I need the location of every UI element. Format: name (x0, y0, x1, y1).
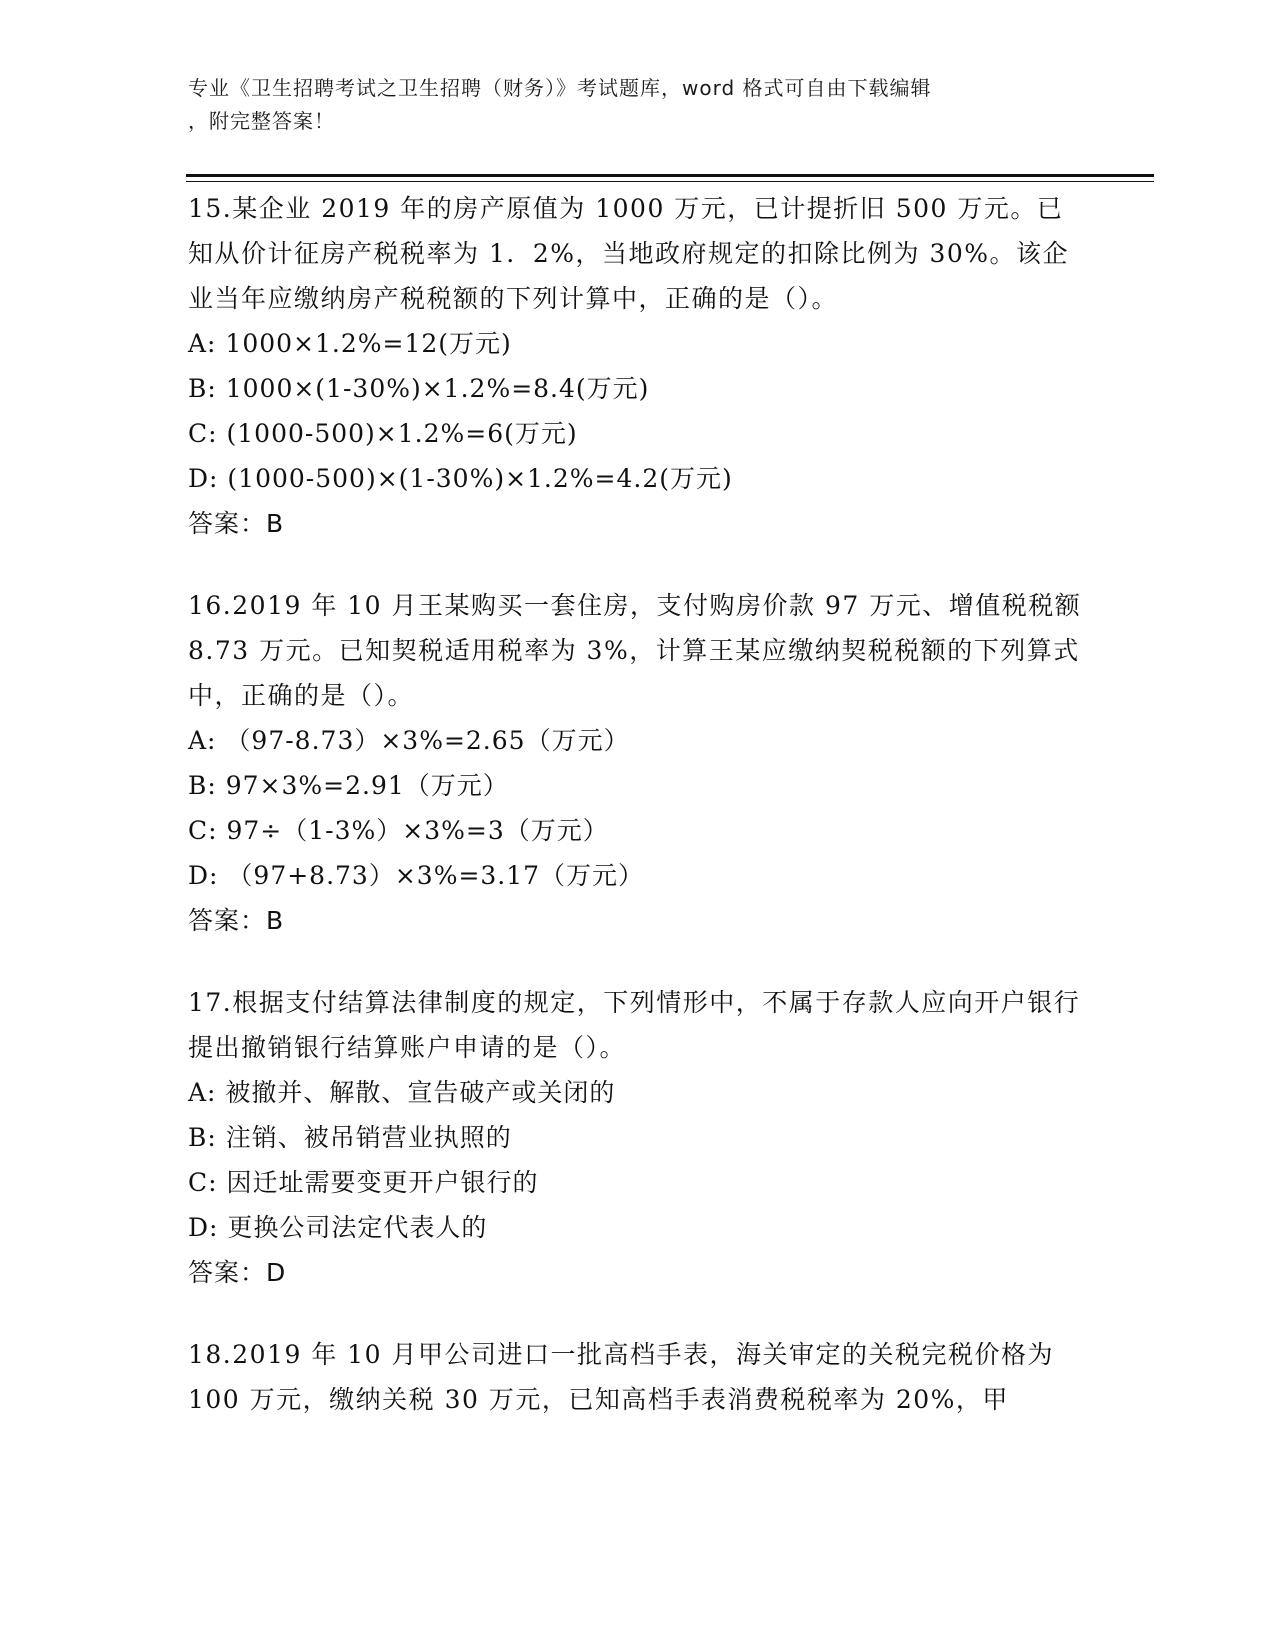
header-divider-thick (186, 174, 1154, 177)
question-17 (188, 980, 1088, 1295)
option-c: C: 97÷（1-3%）×3%=3（万元） (188, 816, 609, 845)
answer: 答案：D (188, 1258, 287, 1287)
option-a: A: （97-8.73）×3%=2.65（万元） (188, 726, 630, 755)
option-d: D: （97+8.73）×3%=3.17（万元） (188, 861, 645, 890)
question-text: 15.某企业 2019 年的房产原值为 1000 万元，已计提折旧 500 万元。已知从价计征房产税税率为 1．2%，当地政府规定的扣除比例为 30%。该企业当年应缴纳房产税税额的下列计算中，正确的是（）。 (188, 194, 1070, 313)
option-c: C: (1000-500)×1.2%=6(万元) (188, 419, 578, 448)
question-18 (188, 1332, 1088, 1422)
option-d: D: 更换公司法定代表人的 (188, 1213, 488, 1242)
header-divider-thin (186, 181, 1154, 182)
option-b: B: 1000×(1-30%)×1.2%=8.4(万元) (188, 374, 650, 403)
option-c: C: 因迁址需要变更开户银行的 (188, 1168, 539, 1197)
question-text: 18.2019 年 10 月甲公司进口一批高档手表，海关审定的关税完税价格为 100 万元，缴纳关税 30 万元，已知高档手表消费税税率为 20%，甲 (188, 1340, 1055, 1414)
header-line-2: ，附完整答案！ (188, 109, 335, 133)
option-a: A: 被撤并、解散、宣告破产或关闭的 (188, 1078, 616, 1107)
question-15 (188, 186, 1088, 546)
answer: 答案：B (188, 906, 285, 935)
question-16 (188, 583, 1088, 943)
answer: 答案：B (188, 509, 285, 538)
question-text: 16.2019 年 10 月王某购买一套住房，支付购房价款 97 万元、增值税税额 8.73 万元。已知契税适用税率为 3%，计算王某应缴纳契税税额的下列算式中，正确的是（）。 (188, 591, 1082, 710)
option-a: A: 1000×1.2%=12(万元) (188, 329, 512, 358)
option-b: B: 注销、被吊销营业执照的 (188, 1123, 512, 1152)
header-line-1: 专业《卫生招聘考试之卫生招聘（财务）》考试题库，word 格式可自由下载编辑 (188, 76, 932, 100)
question-list (188, 186, 1088, 1459)
question-text: 17.根据支付结算法律制度的规定，下列情形中，不属于存款人应向开户银行提出撤销银行结算账户申请的是（）。 (188, 988, 1081, 1062)
option-b: B: 97×3%=2.91（万元） (188, 771, 509, 800)
option-d: D: (1000-500)×(1-30%)×1.2%=4.2(万元) (188, 464, 733, 493)
document-header (188, 72, 1088, 138)
